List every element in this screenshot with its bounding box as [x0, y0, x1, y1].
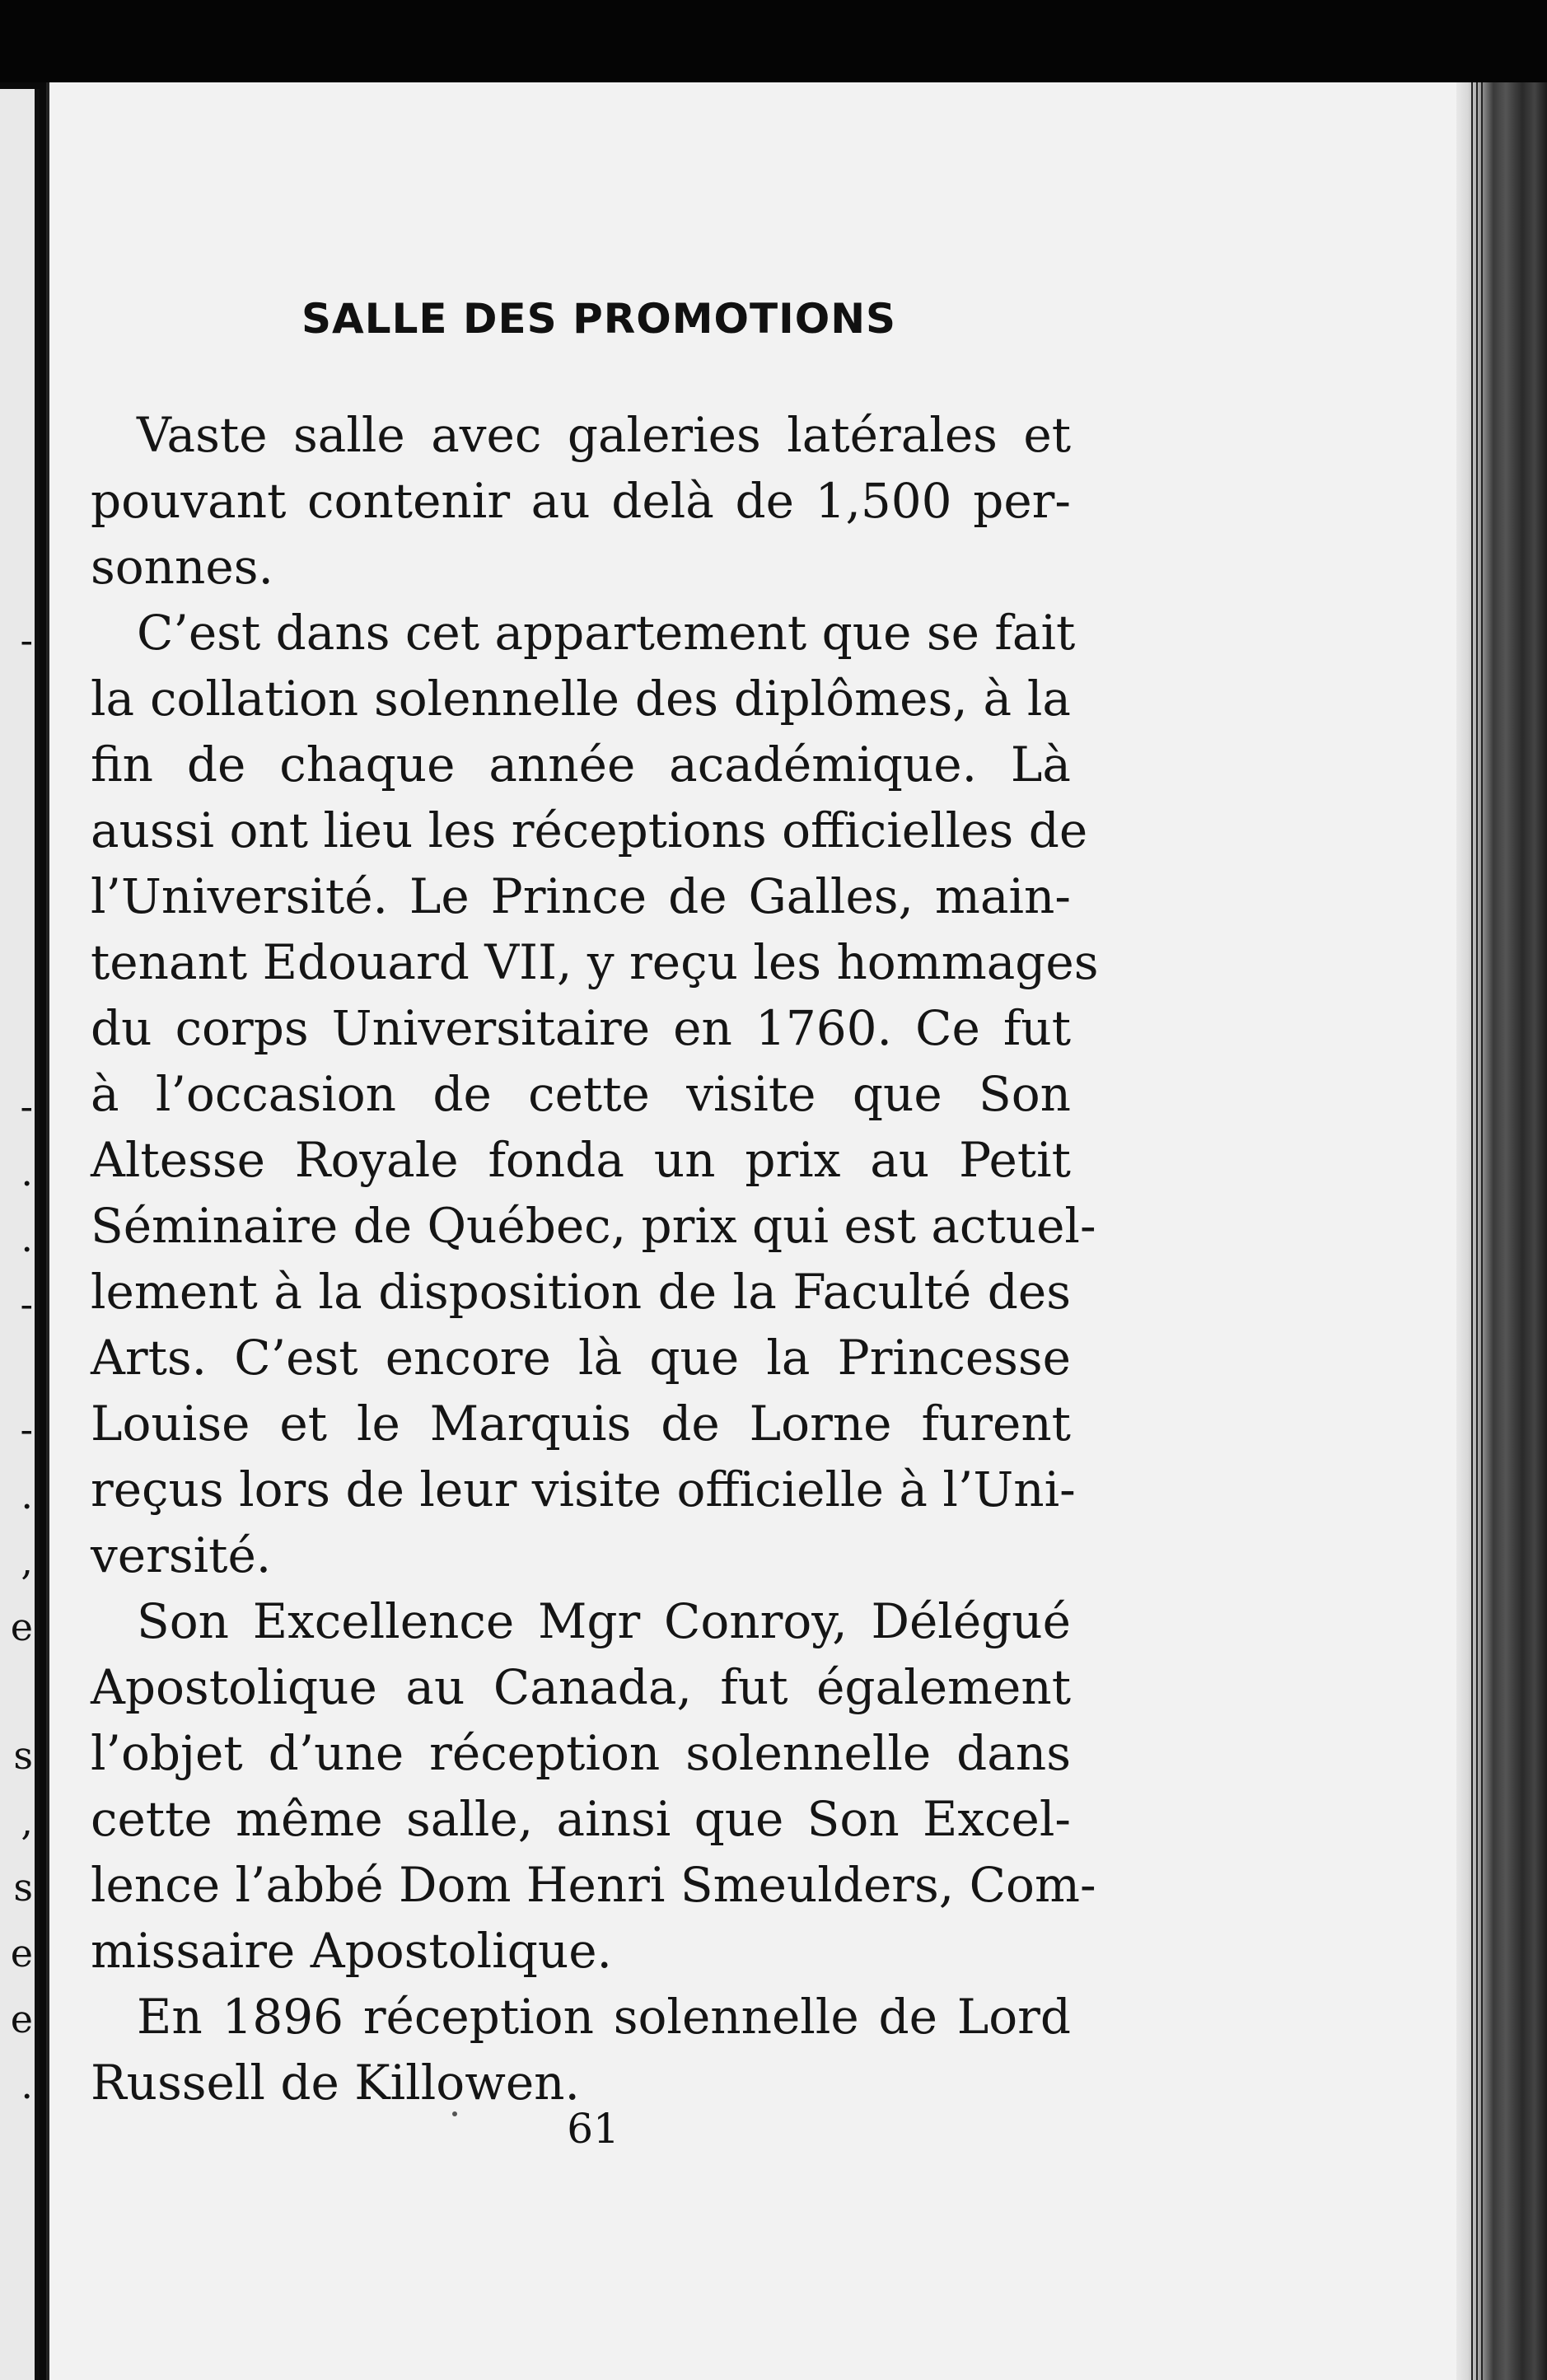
- text-line: Russell de Killowen.: [91, 2055, 580, 2111]
- adjacent-page-edge: [0, 89, 40, 2380]
- book-fore-edge: [1456, 82, 1547, 2380]
- text-line: cette même salle, ainsi que Son Excel-: [91, 1791, 1071, 1847]
- running-head: SALLE DES PROMOTIONS: [301, 295, 897, 343]
- text-line: du corps Universitaire en 1760. Ce fut: [91, 1000, 1071, 1056]
- text-line: Arts. C’est encore là que la Princesse: [91, 1330, 1071, 1386]
- text-line: à l’occasion de cette visite que Son: [91, 1066, 1071, 1122]
- left-edge-char: ,: [21, 1799, 33, 1844]
- text-line: l’objet d’une réception solennelle dans: [91, 1725, 1071, 1781]
- left-edge-char: .: [21, 1216, 33, 1260]
- text-line: missaire Apostolique.: [91, 1923, 612, 1979]
- text-line: tenant Edouard VII, y reçu les hommages: [91, 934, 1099, 990]
- text-line: Apostolique au Canada, fut également: [91, 1659, 1071, 1715]
- text-line: reçus lors de leur visite officielle à l’Uni-: [91, 1461, 1076, 1517]
- left-edge-char: ,: [21, 1539, 33, 1583]
- scan-top-border: [0, 0, 1547, 82]
- text-line: Son Excellence Mgr Conroy, Délégué: [137, 1593, 1071, 1649]
- text-line: pouvant contenir au delà de 1,500 per-: [91, 473, 1071, 529]
- print-speck: [452, 2111, 457, 2116]
- left-edge-char: e: [10, 1605, 33, 1649]
- text-line: l’Université. Le Prince de Galles, main-: [91, 868, 1071, 924]
- page-number: 61: [567, 2105, 619, 2153]
- text-line: Altesse Royale fonda un prix au Petit: [91, 1132, 1071, 1188]
- text-line: En 1896 réception solennelle de Lord: [137, 1989, 1071, 2045]
- left-edge-char: -: [20, 1407, 33, 1452]
- left-edge-char: -: [20, 618, 33, 662]
- text-line: Séminaire de Québec, prix qui est actuel-: [91, 1198, 1096, 1254]
- left-edge-char: .: [21, 2063, 33, 2107]
- left-edge-char: s: [13, 1733, 33, 1778]
- text-line: la collation solennelle des diplômes, à la: [91, 671, 1071, 727]
- left-edge-char: .: [21, 1473, 33, 1517]
- left-edge-char: s: [13, 1865, 33, 1910]
- text-line: aussi ont lieu les réceptions officielles de: [91, 802, 1088, 858]
- left-edge-char: -: [20, 1282, 33, 1326]
- text-line: versité.: [91, 1527, 272, 1583]
- text-line: sonnes.: [91, 539, 273, 595]
- text-line: C’est dans cet appartement que se fait: [137, 605, 1076, 661]
- text-line: Vaste salle avec galeries latérales et: [137, 407, 1071, 463]
- text-line: lement à la disposition de la Faculté des: [91, 1264, 1071, 1320]
- text-line: fin de chaque année académique. Là: [91, 736, 1071, 793]
- left-edge-char: -: [20, 1084, 33, 1129]
- left-edge-char: .: [21, 1150, 33, 1195]
- left-edge-char: e: [10, 1997, 33, 2041]
- text-line: lence l’abbé Dom Henri Smeulders, Com-: [91, 1857, 1096, 1913]
- left-edge-char: e: [10, 1931, 33, 1976]
- text-line: Louise et le Marquis de Lorne furent: [91, 1396, 1071, 1452]
